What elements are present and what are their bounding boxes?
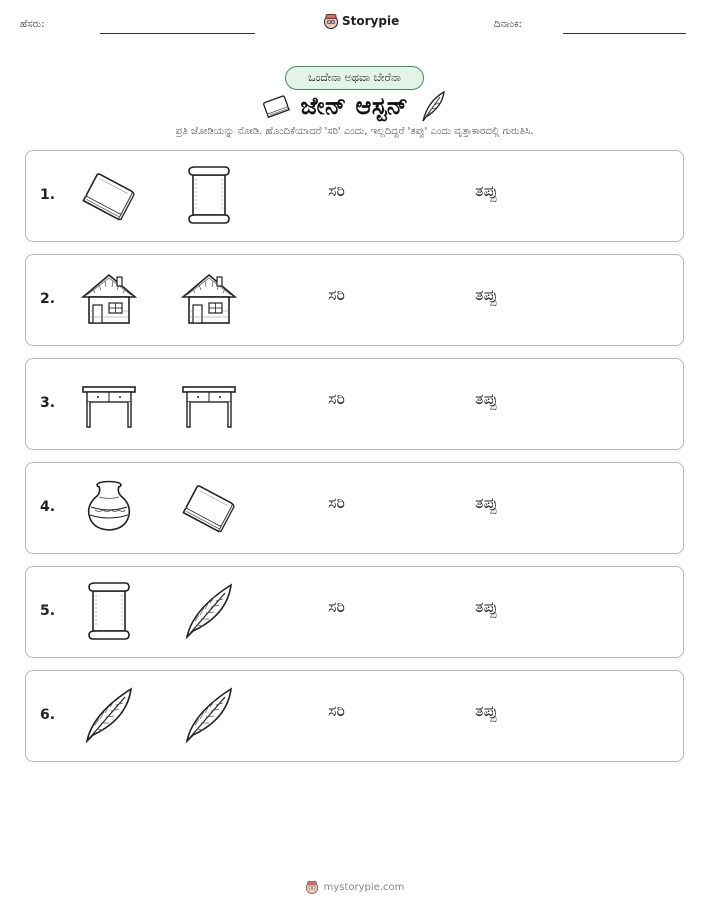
scroll-icon: [179, 165, 239, 225]
different-option[interactable]: ತಪ್ಪು: [475, 701, 498, 720]
different-option[interactable]: ತಪ್ಪು: [475, 285, 498, 304]
same-option[interactable]: ಸರಿ: [328, 701, 345, 720]
brand-name: Storypie: [342, 14, 400, 28]
scroll-icon: [79, 581, 139, 641]
brand-logo: [323, 13, 399, 29]
storypie-mascot-icon: [305, 880, 319, 894]
same-option[interactable]: ಸರಿ: [328, 285, 345, 304]
desk-icon: [179, 373, 239, 433]
question-row-2: [25, 254, 684, 346]
question-row-5: [25, 566, 684, 658]
quill-icon: [79, 685, 139, 745]
desk-icon: [79, 373, 139, 433]
name-line[interactable]: [100, 33, 255, 34]
quill-icon: [418, 89, 448, 123]
question-number: 6.: [40, 707, 56, 723]
question-row-4: [25, 462, 684, 554]
book-icon: [179, 477, 239, 537]
name-label: ಹೆಸರು:: [20, 19, 45, 30]
date-line[interactable]: [563, 33, 686, 34]
footer-site[interactable]: mystorypie.com: [323, 881, 405, 893]
same-option[interactable]: ಸರಿ: [328, 389, 345, 408]
question-row-1: [25, 150, 684, 242]
question-row-3: [25, 358, 684, 450]
storypie-mascot-icon: [323, 13, 339, 29]
date-label: ದಿನಾಂಕ:: [494, 19, 522, 30]
different-option[interactable]: ತಪ್ಪು: [475, 181, 498, 200]
quill-icon: [179, 581, 239, 641]
different-option[interactable]: ತಪ್ಪು: [475, 597, 498, 616]
instructions: ಪ್ರತಿ ಜೋಡಿಯನ್ನು ನೋಡಿ. ಹೊಂದಿಕೆಯಾದರೆ 'ಸರಿ' ಎಂದು, ಇಲ್ಲದಿದ್ದರೆ 'ತಪ್ಪು' ಎಂದು ವೃತ್ತಾಕಾರದಲ್ಲಿ ಗುರುತಿಸಿ.: [175, 126, 534, 137]
book-icon: [79, 165, 139, 225]
book-icon: [261, 93, 291, 119]
question-number: 4.: [40, 499, 56, 515]
different-option[interactable]: ತಪ್ಪು: [475, 389, 498, 408]
page-title: ಜೇನ್ ಆಸ್ಟನ್: [300, 92, 409, 120]
different-option[interactable]: ತಪ್ಪು: [475, 493, 498, 512]
question-number: 3.: [40, 395, 56, 411]
quill-icon: [179, 685, 239, 745]
pot-icon: [79, 477, 139, 537]
same-option[interactable]: ಸರಿ: [328, 181, 345, 200]
question-number: 1.: [40, 187, 56, 203]
same-option[interactable]: ಸರಿ: [328, 597, 345, 616]
question-number: 5.: [40, 603, 56, 619]
title-row: [0, 88, 709, 124]
same-option[interactable]: ಸರಿ: [328, 493, 345, 512]
footer: [0, 880, 709, 894]
question-row-6: [25, 670, 684, 762]
question-number: 2.: [40, 291, 56, 307]
category-badge: ಒಂದೇನಾ ಅಥವಾ ಬೇರೆನಾ: [285, 66, 424, 90]
cottage-icon: [79, 269, 139, 329]
cottage-icon: [179, 269, 239, 329]
